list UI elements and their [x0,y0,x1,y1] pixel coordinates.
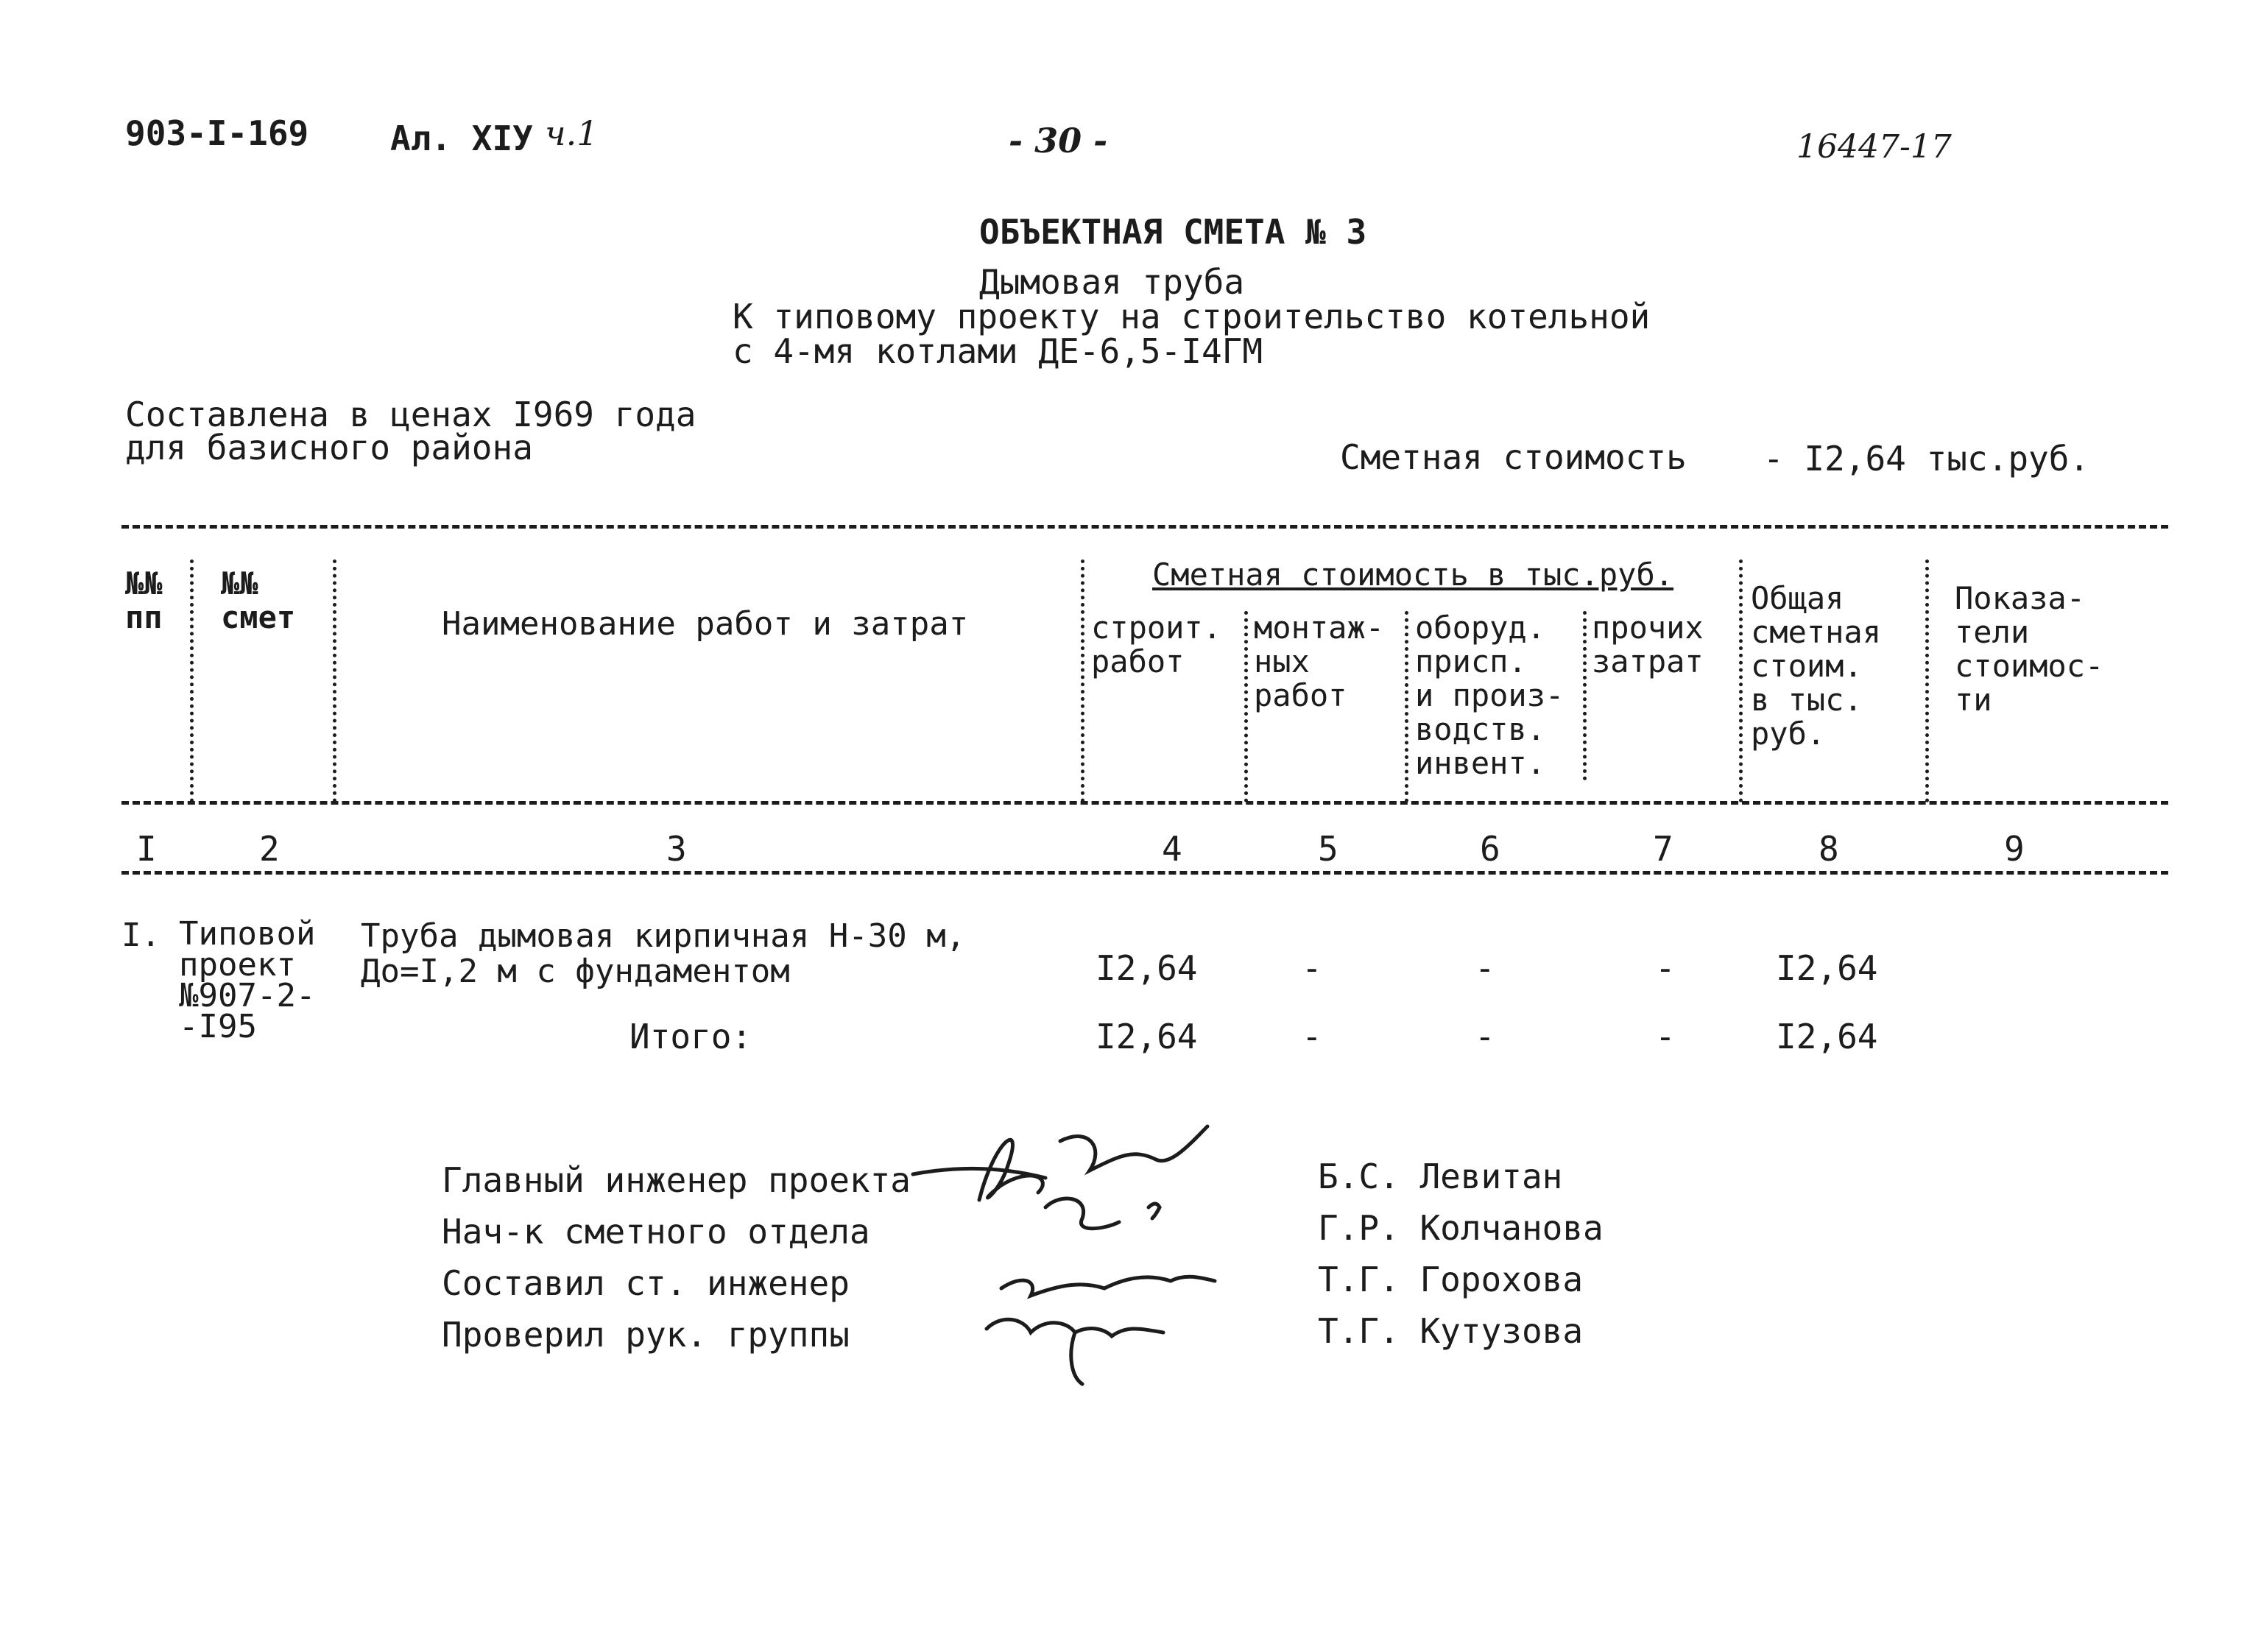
page-number: - 30 - [1009,121,1108,160]
prices-year: Составлена в ценах I969 года [125,395,696,434]
row-estimate-reference: Типовой проект №907-2- -I95 [179,915,316,1045]
header-bottom-rule [121,801,2168,805]
row-equipment-cost: - [1475,948,1495,988]
colnum-8: 8 [1819,829,1839,869]
header-row-number: №№ пп [125,565,163,635]
estimated-cost-label: Сметная стоимость [1340,437,1687,477]
signer-name-chief-engineer: Б.С. Левитан [1318,1157,1563,1196]
total-overall-cost: I2,64 [1776,1017,1878,1056]
album-label: Ал. XIУ [390,119,533,158]
signer-role-estimate-head: Нач-к сметного отдела [442,1212,870,1252]
total-equipment-cost: - [1475,1017,1495,1056]
colnum-2: 2 [259,829,280,869]
row-other-cost: - [1655,948,1676,988]
col-sep-4 [1244,611,1248,802]
header-indicators: Показа- тели стоимос- ти [1955,580,2104,718]
total-installation-cost: - [1302,1017,1322,1056]
signer-role-checker: Проверил рук. группы [442,1315,850,1355]
object-name: Дымовая труба [979,262,1245,302]
inventory-number: 16447-17 [1796,128,1952,166]
colnum-3: 3 [666,829,687,869]
colnum-7: 7 [1653,829,1673,869]
header-estimate-number: №№ смет [221,565,296,635]
table-top-rule [121,525,2168,529]
header-other-costs: прочих затрат [1592,610,1704,679]
colnum-4: 4 [1162,829,1182,869]
boilers-line: с 4-мя котлами ДЕ-6,5-I4ГМ [733,331,1263,371]
prices-region: для базисного района [125,428,533,467]
row-work-name: Труба дымовая кирпичная Н-30 м, До=I,2 м с фундаментом [361,917,966,990]
signer-role-compiler: Составил ст. инженер [442,1263,850,1303]
project-line: К типовому проекту на строительство котельной [733,297,1651,336]
colnum-5: 5 [1318,829,1338,869]
signer-name-estimate-head: Г.Р. Колчанова [1318,1208,1604,1248]
album-part-handwritten: ч.1 [545,113,599,153]
total-other-cost: - [1655,1017,1676,1056]
header-construction: строит. работ [1091,610,1222,679]
col-sep-2 [333,560,336,802]
col-sep-6 [1583,611,1587,780]
signer-name-checker: Т.Г. Кутузова [1318,1311,1584,1351]
signer-role-chief-engineer: Главный инженер проекта [442,1160,911,1200]
header-cost-group: Сметная стоимость в тыс.руб. [1152,557,1674,593]
col-sep-3 [1081,560,1084,802]
row-construction-cost: I2,64 [1096,948,1198,988]
col-sep-5 [1405,611,1408,802]
colnum-1: I [136,829,157,869]
document-code: 903-I-169 [125,113,309,153]
row-installation-cost: - [1302,948,1322,988]
row-number: I. [121,917,161,954]
col-sep-8 [1925,560,1929,802]
colnum-9: 9 [2004,829,2025,869]
header-total-cost: Общая сметная стоим. в тыс. руб. [1751,580,1882,752]
header-installation: монтаж- ных работ [1254,610,1385,713]
header-work-name: Наименование работ и затрат [442,605,969,643]
col-sep-1 [190,560,194,802]
estimate-title: ОБЪЕКТНАЯ СМЕТА № 3 [979,212,1367,252]
column-numbers-rule [121,871,2168,875]
total-construction-cost: I2,64 [1096,1017,1198,1056]
estimated-cost-value: - I2,64 тыс.руб. [1763,439,2090,479]
signature-checker [979,1303,1200,1406]
row-total-cost: I2,64 [1776,948,1878,988]
col-sep-7 [1739,560,1743,802]
total-label: Итого: [629,1017,752,1056]
header-equipment: оборуд. присп. и произ- водств. инвент. [1415,610,1565,781]
colnum-6: 6 [1480,829,1500,869]
signer-name-compiler: Т.Г. Горохова [1318,1260,1584,1299]
